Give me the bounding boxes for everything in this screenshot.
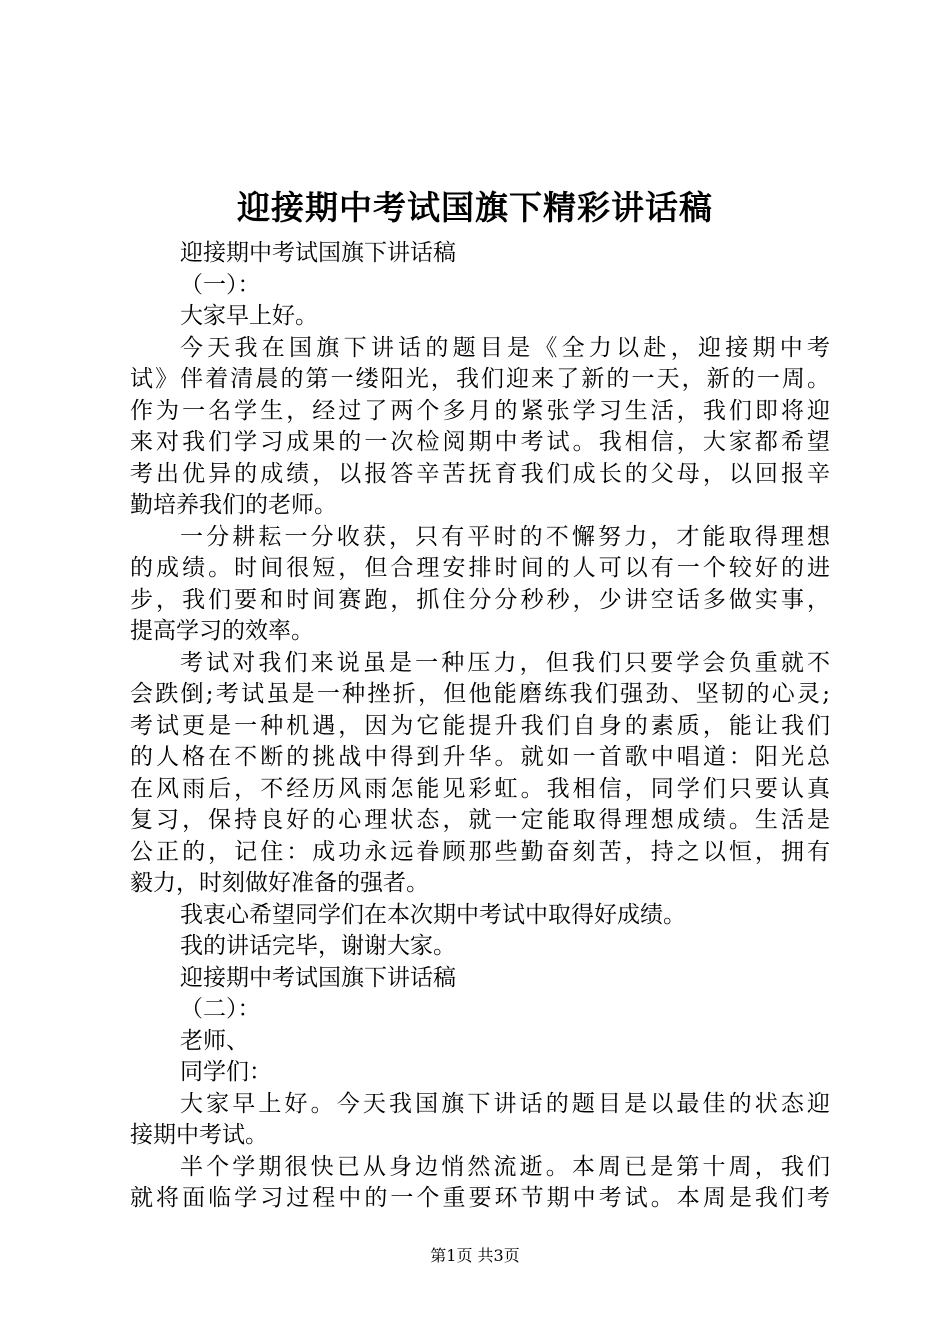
text-line: 在风雨后，不经历风雨怎能见彩虹。我相信，同学们只要认真 [130,775,830,802]
document-body [130,238,830,1215]
text-line: 的人格在不断的挑战中得到升华。就如一首歌中唱道：阳光总 [130,744,830,770]
text-line: 迎接期中考试国旗下讲话稿 [180,240,456,266]
text-line: （一）： [180,271,261,298]
text-line: 老师、 [180,1027,249,1054]
text-line: 一分耕耘一分收获，只有平时的不懈努力，才能取得理想 [180,523,830,550]
text-line: 来对我们学习成果的一次检阅期中考试。我相信，大家都希望 [130,429,830,455]
text-line: 同学们： [180,1059,272,1085]
text-line: 我衷心希望同学们在本次期中考试中取得好成绩。 [180,901,686,928]
text-line: 考试更是一种机遇，因为它能提升我们自身的素质，能让我们 [130,712,830,739]
text-line: 的成绩。时间很短，但合理安排时间的人可以有一个较好的进 [130,555,830,581]
page-footer: 第1页 共3页 [430,1246,520,1265]
text-line: 复习，保持良好的心理状态，就一定能取得理想成绩。生活是 [130,807,830,833]
text-line: 迎接期中考试国旗下讲话稿 [180,964,456,991]
text-line: 提高学习的效率。 [130,618,314,644]
text-line: 大家早上好。 [180,303,318,329]
text-line: 步，我们要和时间赛跑，抓住分分秒秒，少讲空话多做实事， [130,586,830,613]
document-title: 迎接期中考试国旗下精彩讲话稿 [237,188,713,227]
text-line: 会跌倒;考试虽是一种挫折，但他能磨练我们强劲、坚韧的心灵; [130,681,830,707]
text-line: 半个学期很快已从身边悄然流逝。本周已是第十周，我们 [180,1153,830,1180]
text-line: 考试对我们来说虽是一种压力，但我们只要学会负重就不 [180,649,830,676]
text-line: 接期中考试。 [130,1122,268,1148]
text-line: 作为一名学生，经过了两个多月的紧张学习生活，我们即将迎 [130,397,830,424]
text-line: 考出优异的成绩，以报答辛苦抚育我们成长的父母，以回报辛 [130,460,830,487]
text-line: 毅力，时刻做好准备的强者。 [130,870,429,896]
text-line: 试》伴着清晨的第一缕阳光，我们迎来了新的一天，新的一周。 [130,366,830,392]
text-line: 勤培养我们的老师。 [130,492,337,518]
text-line: 我的讲话完毕，谢谢大家。 [180,933,456,959]
text-line: （二）： [180,996,261,1022]
text-line: 公正的，记住：成功永远眷顾那些勤奋刻苦，持之以恒，拥有 [130,838,830,865]
text-line: 今天我在国旗下讲话的题目是《全力以赴，迎接期中考 [180,334,830,361]
text-line: 就将面临学习过程中的一个重要环节期中考试。本周是我们考 [130,1185,830,1211]
text-line: 大家早上好。今天我国旗下讲话的题目是以最佳的状态迎 [180,1090,830,1117]
